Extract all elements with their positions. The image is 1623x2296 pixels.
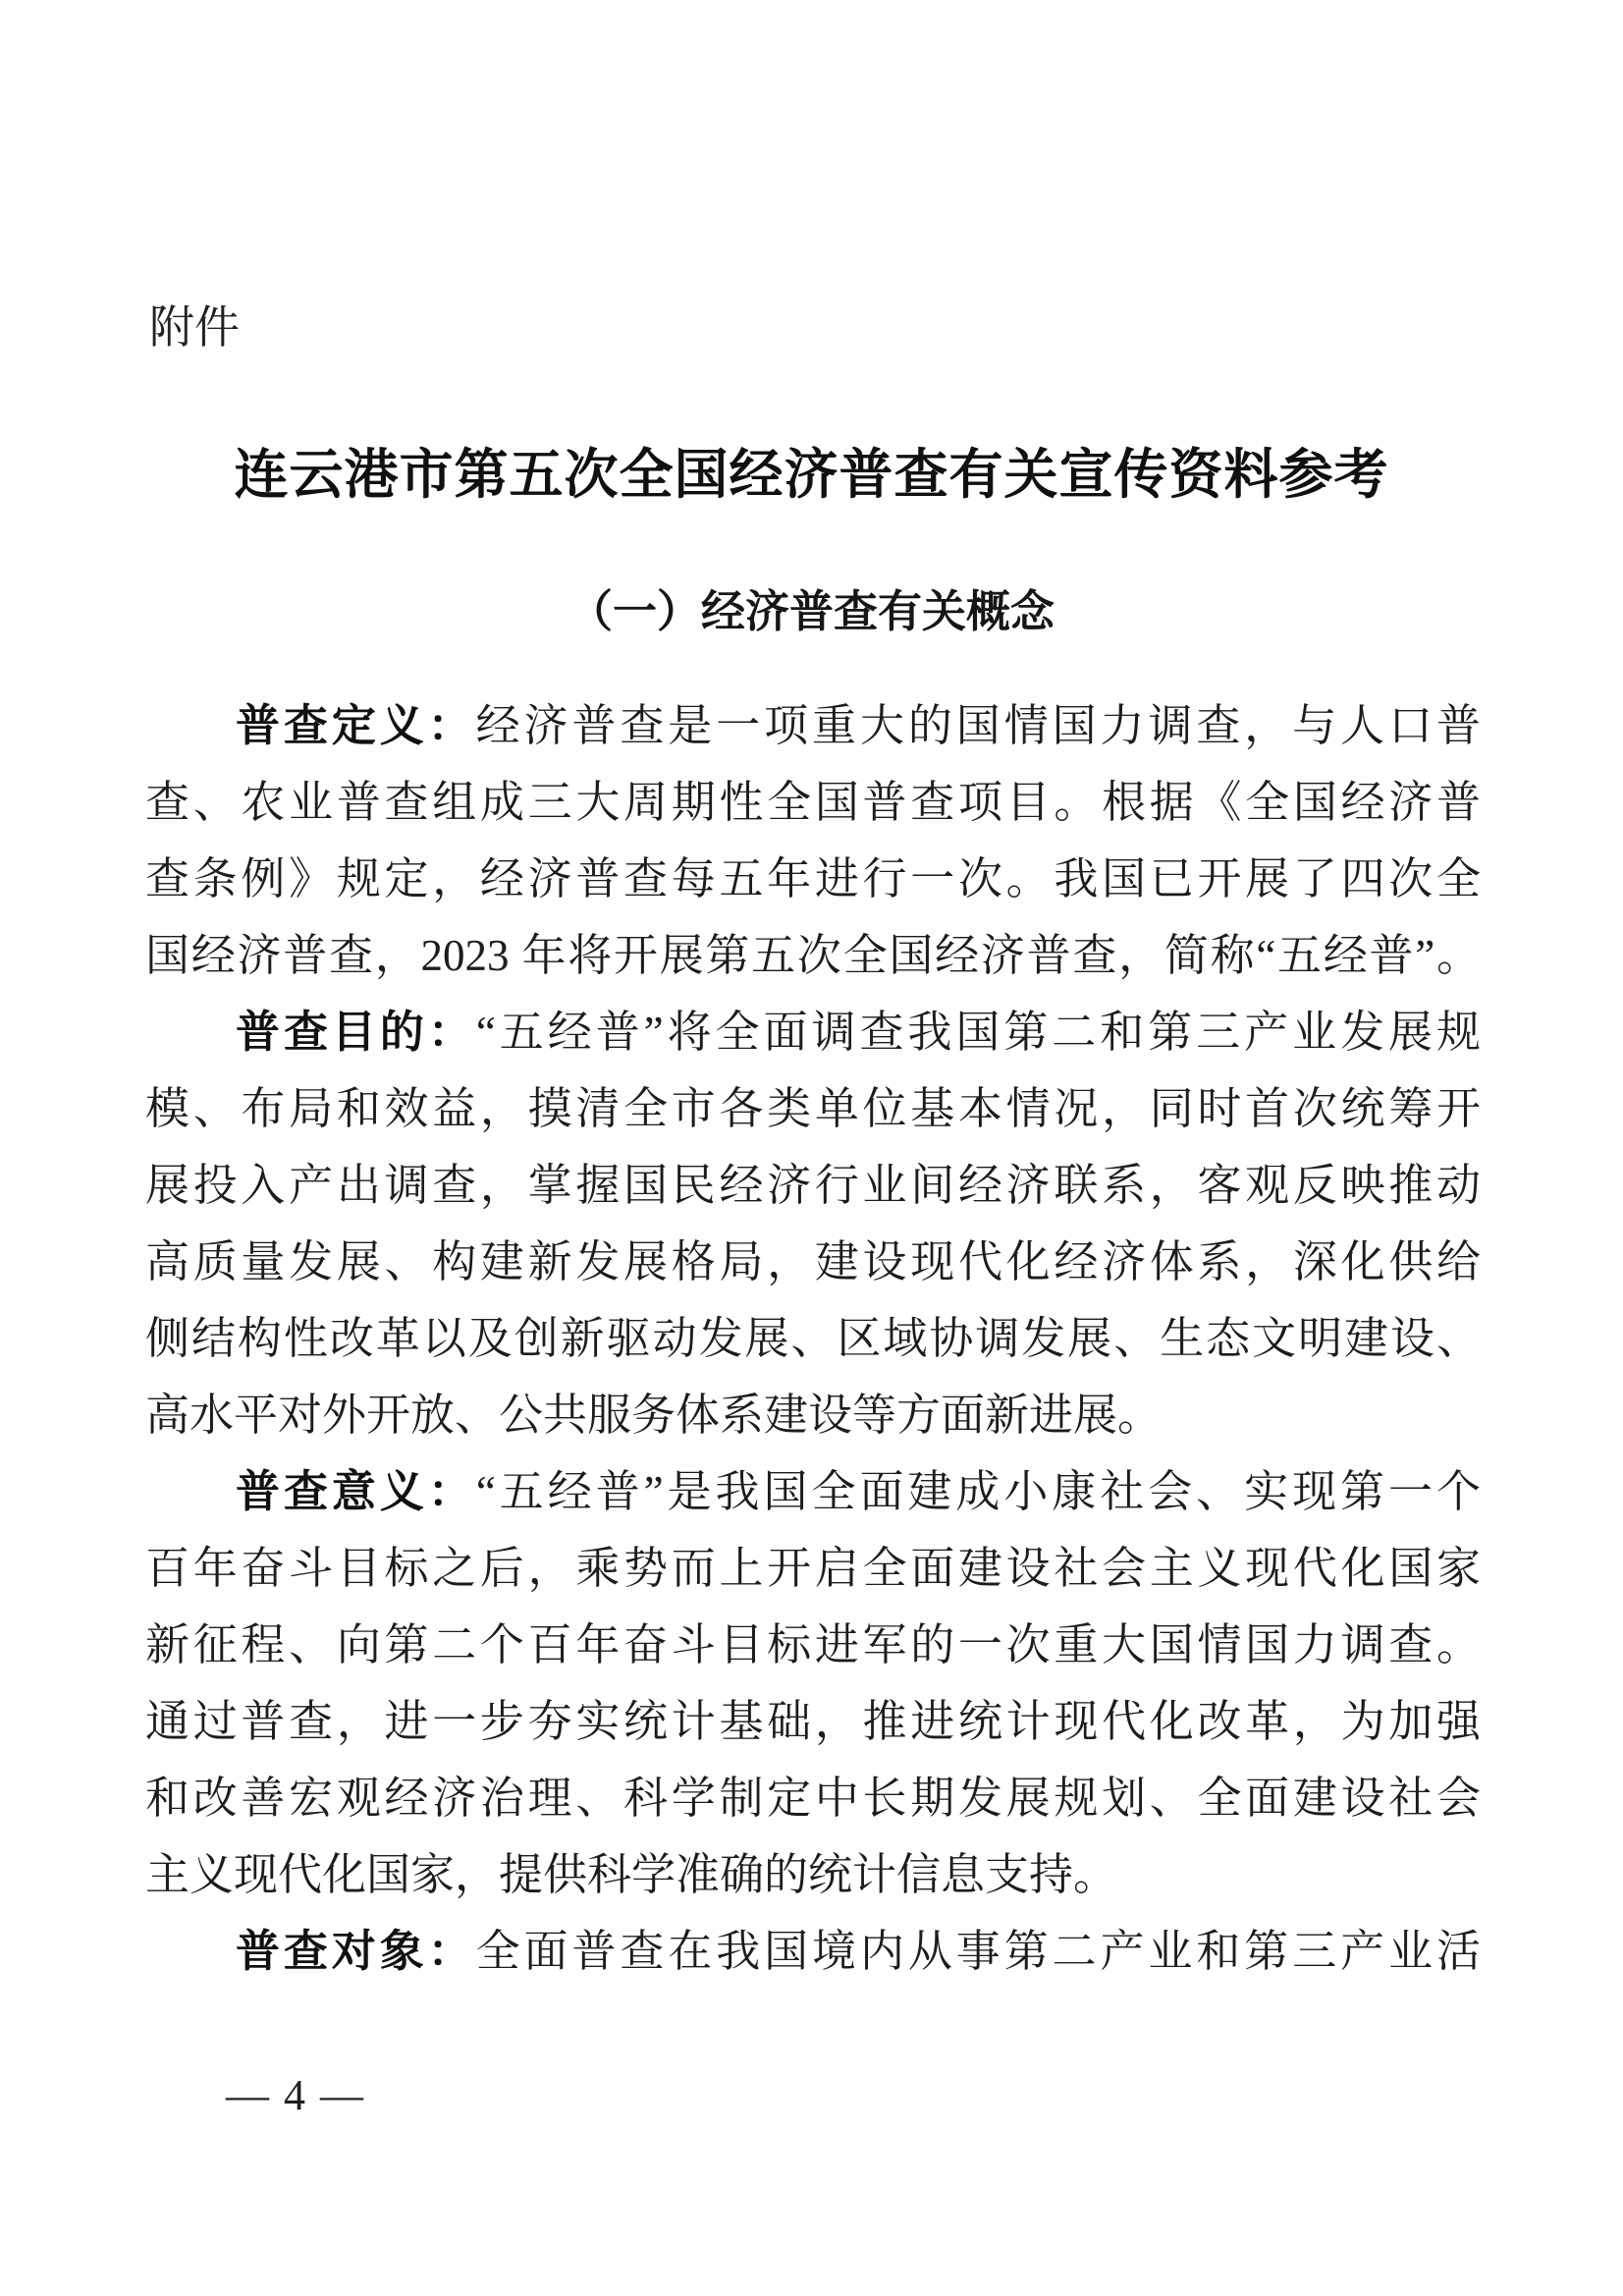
document-body [145, 687, 1481, 1990]
paragraph-line: 高水平对外开放、公共服务体系建设等方面新进展。 [145, 1391, 1163, 1440]
document-title: 连云港市第五次全国经济普查有关宣传资料参考 [234, 445, 1389, 505]
paragraph-lead-term: 普查定义： [236, 700, 476, 750]
paragraph-text: “五经普”将全面调查我国第二和第三产业发展规 [475, 1008, 1481, 1057]
paragraph-line: 新征程、向第二个百年奋斗目标进军的一次重大国情国力调查。 [145, 1620, 1481, 1669]
paragraph-line [145, 994, 1481, 1070]
paragraph-text: 经济普查是一项重大的国情国力调查，与人口普 [475, 701, 1481, 750]
paragraph-line: 国经济普查，2023 年将开展第五次全国经济普查，简称“五经普”。 [145, 931, 1481, 980]
paragraph-line [145, 1453, 1481, 1530]
paragraph-line: 查条例》规定，经济普查每五年进行一次。我国已开展了四次全 [145, 854, 1481, 903]
paragraph-line: 查、农业普查组成三大周期性全国普查项目。根据《全国经济普 [145, 778, 1481, 827]
paragraph-lead-term: 普查目的： [236, 1007, 476, 1057]
paragraph-line: 通过普查，进一步夯实统计基础，推进统计现代化改革，为加强 [145, 1697, 1481, 1746]
attachment-label: 附件 [149, 301, 240, 353]
paragraph-line: 百年奋斗目标之后，乘势而上开启全面建设社会主义现代化国家 [145, 1544, 1481, 1593]
section-heading: （一）经济普查有关概念 [568, 586, 1055, 636]
paragraph-text: 全面普查在我国境内从事第二产业和第三产业活 [475, 1927, 1481, 1976]
paragraph-text: “五经普”是我国全面建成小康社会、实现第一个 [475, 1467, 1481, 1516]
page-number: — 4 — [226, 2071, 365, 2119]
paragraph-line: 高质量发展、构建新发展格局，建设现代化经济体系，深化供给 [145, 1237, 1481, 1286]
paragraph-lead-term: 普查意义： [236, 1466, 476, 1516]
paragraph-line: 和改善宏观经济治理、科学制定中长期发展规划、全面建设社会 [145, 1774, 1481, 1823]
paragraph-line: 主义现代化国家，提供科学准确的统计信息支持。 [145, 1850, 1118, 1899]
paragraph-line: 模、布局和效益，摸清全市各类单位基本情况，同时首次统筹开 [145, 1084, 1481, 1133]
paragraph-lead-term: 普查对象： [236, 1926, 476, 1976]
paragraph-line: 展投入产出调查，掌握国民经济行业间经济联系，客观反映推动 [145, 1161, 1481, 1210]
paragraph-line: 侧结构性改革以及创新驱动发展、区域协调发展、生态文明建设、 [145, 1314, 1481, 1363]
paragraph-line [145, 687, 1481, 764]
paragraph-line [145, 1913, 1481, 1990]
